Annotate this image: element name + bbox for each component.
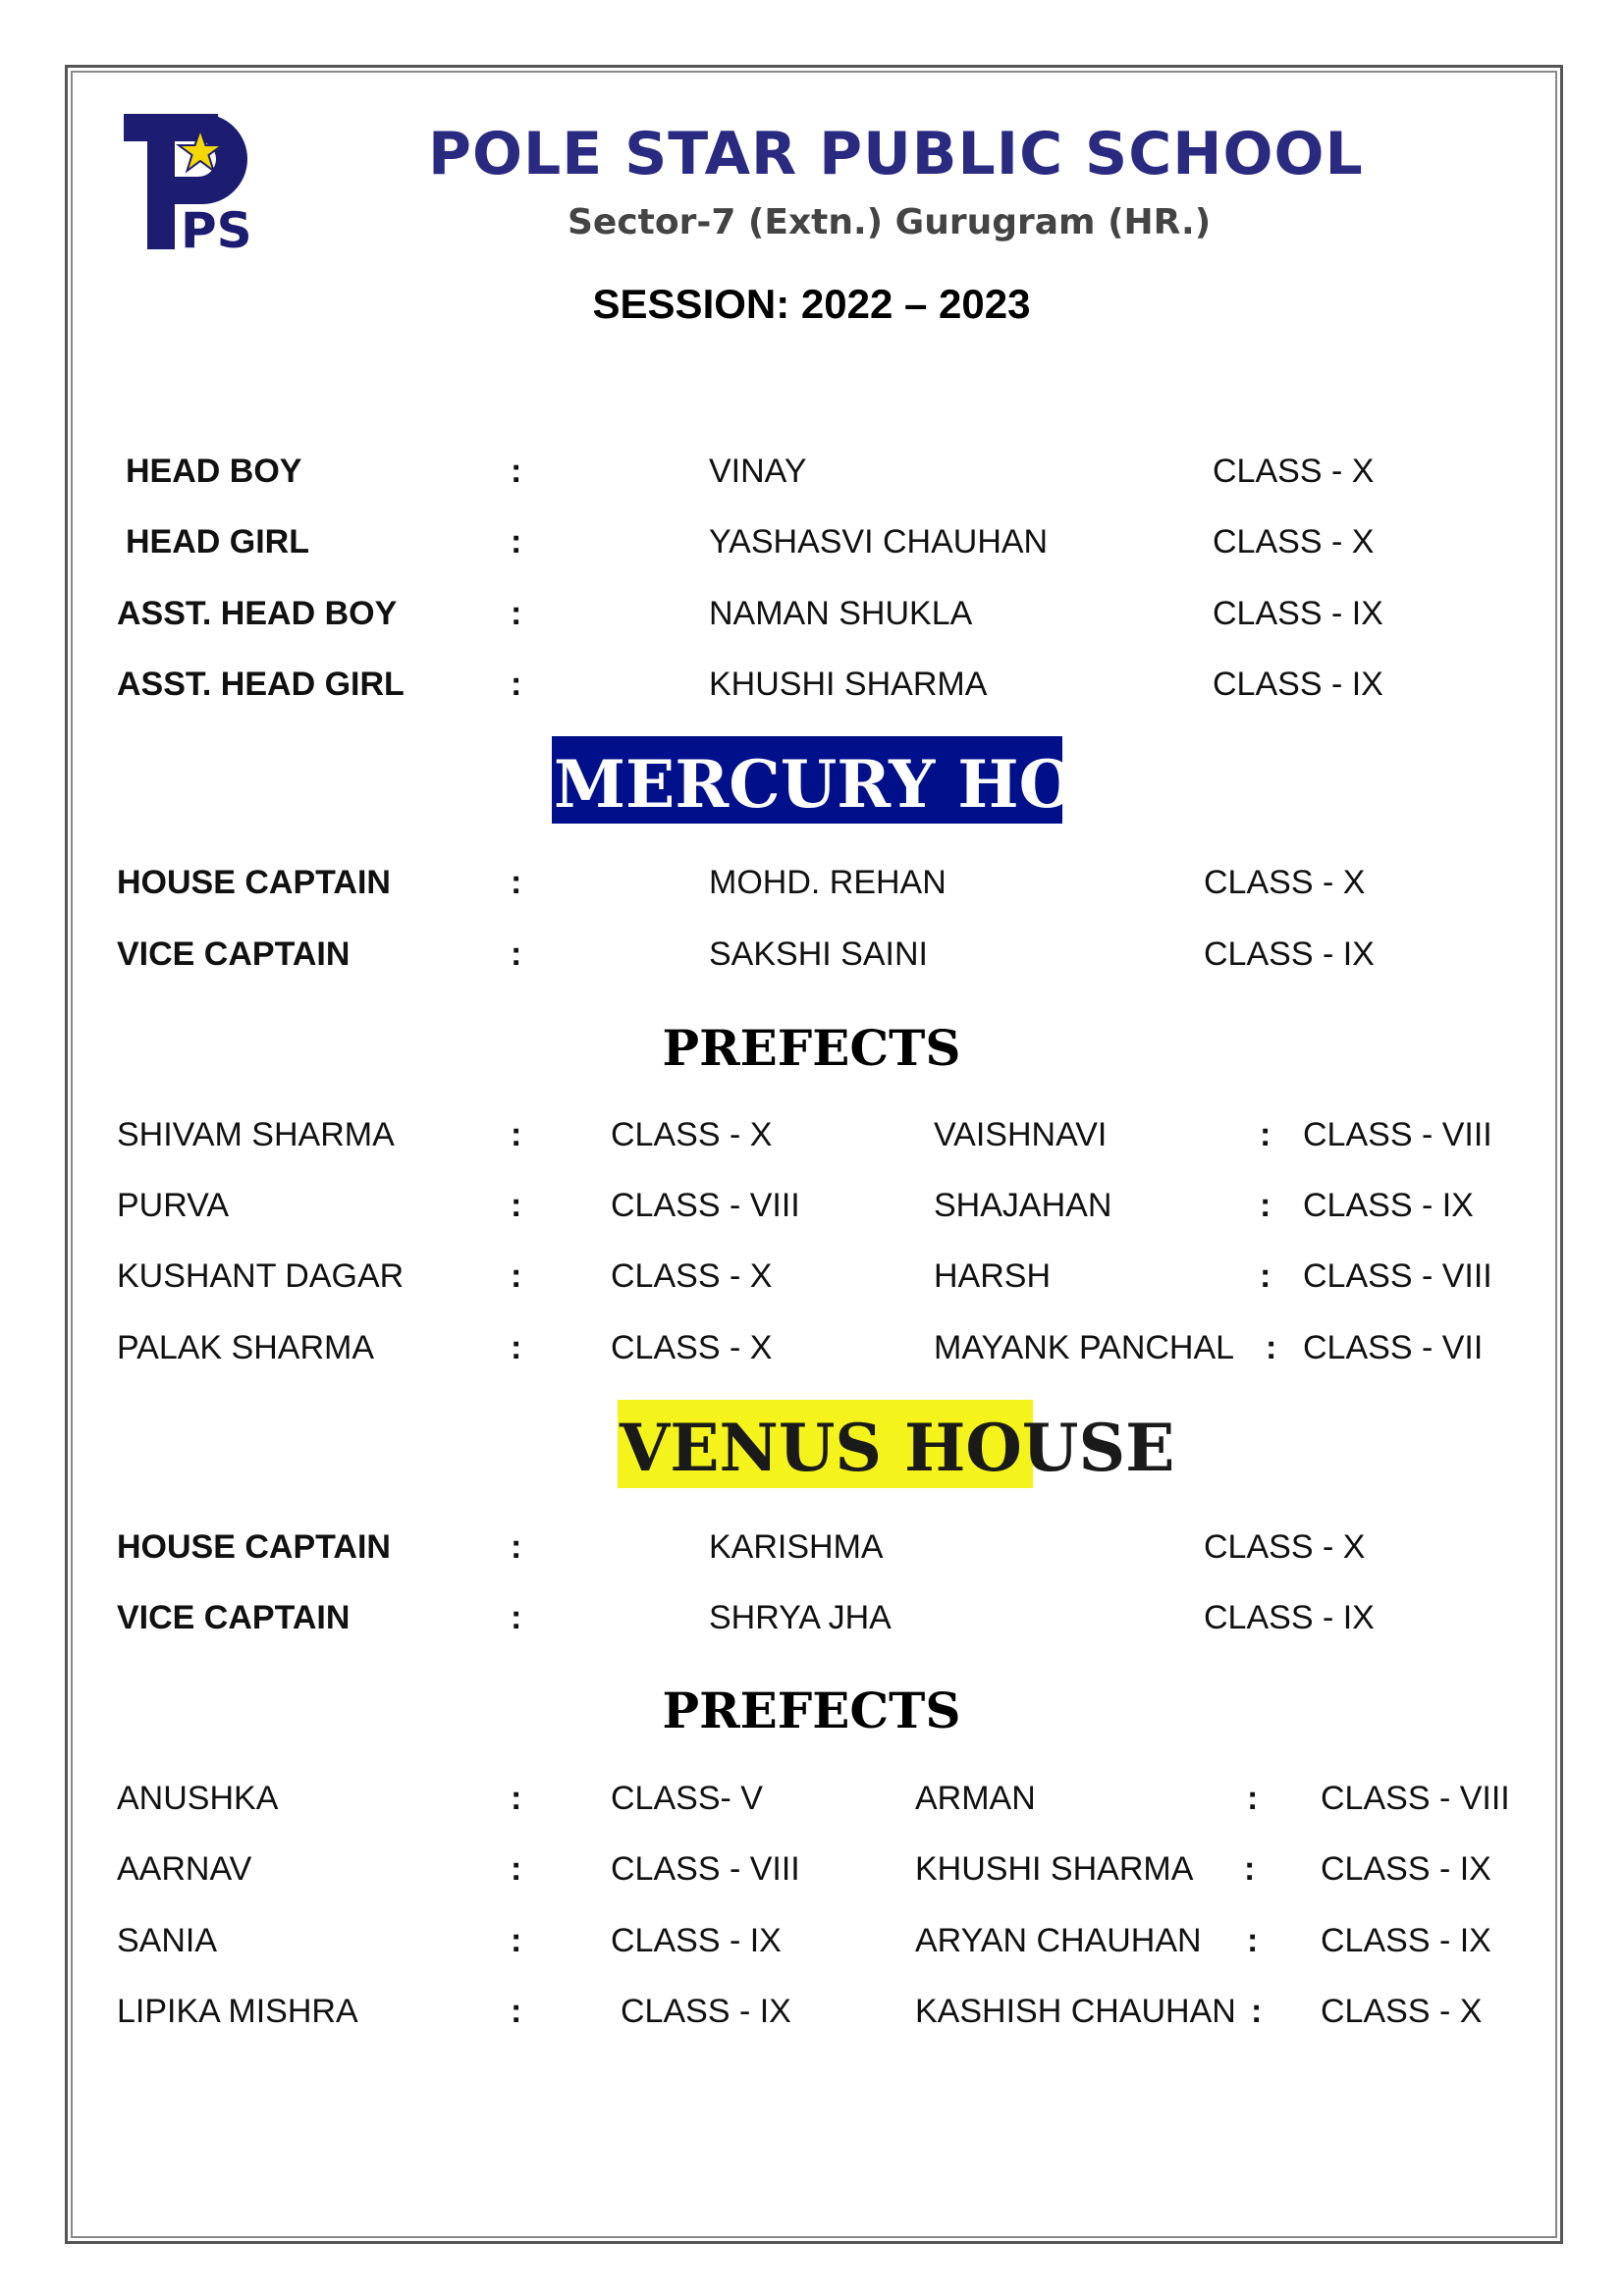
prefect-name: KASHISH CHAUHAN <box>915 1993 1236 2030</box>
prefect-class: CLASS- V <box>611 1780 763 1817</box>
prefect-name: ARYAN CHAUHAN <box>915 1922 1202 1959</box>
council-name: NAMAN SHUKLA <box>709 595 973 632</box>
prefect-class: CLASS - IX <box>1321 1850 1491 1888</box>
page-border-inner <box>71 71 1557 2238</box>
venus-house-banner: VENUS HOUSE <box>618 1400 1033 1488</box>
prefect-separator: : <box>511 1257 522 1295</box>
council-role: ASST. HEAD BOY <box>117 595 398 632</box>
school-logo <box>120 110 257 259</box>
captain-name: MOHD. REHAN <box>709 864 947 901</box>
council-name: VINAY <box>709 453 807 490</box>
captain-class: CLASS - X <box>1204 864 1366 901</box>
captain-role: HOUSE CAPTAIN <box>117 1528 391 1566</box>
prefect-name: SANIA <box>117 1922 218 1959</box>
prefect-separator: : <box>1260 1257 1271 1295</box>
prefect-separator: : <box>511 1993 522 2030</box>
prefect-separator: : <box>1266 1329 1277 1366</box>
captain-name: SHRYA JHA <box>709 1599 892 1636</box>
council-name: YASHASVI CHAUHAN <box>709 523 1049 561</box>
mercury-prefects-heading: PREFECTS <box>662 1019 961 1077</box>
prefect-name: SHIVAM SHARMA <box>117 1116 395 1153</box>
prefect-class: CLASS - X <box>611 1116 773 1153</box>
prefect-class: CLASS - VII <box>1303 1329 1484 1366</box>
prefect-name: ANUSHKA <box>117 1780 279 1817</box>
council-name: KHUSHI SHARMA <box>709 666 988 703</box>
prefect-class: CLASS - X <box>1321 1993 1483 2030</box>
prefect-separator: : <box>1247 1780 1259 1817</box>
captain-role: HOUSE CAPTAIN <box>117 864 391 901</box>
prefect-name: KUSHANT DAGAR <box>117 1257 405 1295</box>
prefect-name: MAYANK PANCHAL <box>934 1329 1235 1366</box>
prefect-separator: : <box>511 1780 522 1817</box>
captain-separator: : <box>511 1599 522 1636</box>
captain-class: CLASS - IX <box>1204 1599 1375 1636</box>
captain-name: KARISHMA <box>709 1528 884 1566</box>
prefect-separator: : <box>511 1187 522 1224</box>
prefect-name: SHAJAHAN <box>934 1187 1112 1224</box>
council-separator: : <box>511 595 522 632</box>
prefect-class: CLASS - IX <box>621 1993 791 2030</box>
prefect-separator: : <box>1260 1187 1271 1224</box>
prefect-class: CLASS - IX <box>611 1922 782 1959</box>
prefect-class: CLASS - IX <box>1321 1922 1491 1959</box>
prefect-name: PURVA <box>117 1187 230 1224</box>
school-name: POLE STAR PUBLIC SCHOOL <box>428 120 1364 188</box>
prefect-class: CLASS - VIII <box>1303 1257 1492 1295</box>
prefect-name: ARMAN <box>915 1780 1036 1817</box>
council-class: CLASS - X <box>1213 523 1375 561</box>
captain-class: CLASS - X <box>1204 1528 1366 1566</box>
prefect-class: CLASS - X <box>611 1329 773 1366</box>
prefect-class: CLASS - VIII <box>1321 1780 1510 1817</box>
prefect-class: CLASS - VIII <box>1303 1116 1492 1153</box>
prefect-separator: : <box>1247 1922 1259 1959</box>
prefect-separator: : <box>511 1329 522 1366</box>
council-role: HEAD GIRL <box>126 523 309 561</box>
captain-name: SAKSHI SAINI <box>709 935 928 973</box>
council-separator: : <box>511 453 522 490</box>
prefect-separator: : <box>1251 1993 1263 2030</box>
captain-separator: : <box>511 864 522 901</box>
prefect-separator: : <box>511 1922 522 1959</box>
prefect-separator: : <box>1260 1116 1271 1153</box>
prefect-name: LIPIKA MISHRA <box>117 1993 358 2030</box>
council-separator: : <box>511 666 522 703</box>
captain-class: CLASS - IX <box>1204 935 1375 973</box>
council-class: CLASS - X <box>1213 453 1375 490</box>
captain-role: VICE CAPTAIN <box>117 935 351 973</box>
council-class: CLASS - IX <box>1213 666 1383 703</box>
mercury-house-banner: MERCURY HOUSE <box>552 736 1062 824</box>
school-address: Sector-7 (Extn.) Gurugram (HR.) <box>568 202 1212 242</box>
prefect-separator: : <box>511 1850 522 1888</box>
prefect-separator: : <box>1244 1850 1256 1888</box>
prefect-name: HARSH <box>934 1257 1052 1295</box>
prefect-class: CLASS - VIII <box>611 1850 800 1888</box>
council-role: HEAD BOY <box>126 453 302 490</box>
captain-role: VICE CAPTAIN <box>117 1599 351 1636</box>
council-separator: : <box>511 523 522 561</box>
prefect-class: CLASS - IX <box>1303 1187 1474 1224</box>
prefect-name: VAISHNAVI <box>934 1116 1108 1153</box>
prefect-name: AARNAV <box>117 1850 252 1888</box>
council-class: CLASS - IX <box>1213 595 1383 632</box>
council-role: ASST. HEAD GIRL <box>117 666 405 703</box>
prefect-separator: : <box>511 1116 522 1153</box>
prefect-name: KHUSHI SHARMA <box>915 1850 1194 1888</box>
prefect-name: PALAK SHARMA <box>117 1329 375 1366</box>
prefect-class: CLASS - VIII <box>611 1187 800 1224</box>
prefect-class: CLASS - X <box>611 1257 773 1295</box>
logo-text: PS <box>181 202 252 259</box>
captain-separator: : <box>511 1528 522 1566</box>
venus-prefects-heading: PREFECTS <box>662 1682 961 1739</box>
session-heading: SESSION: 2022 – 2023 <box>592 281 1031 327</box>
captain-separator: : <box>511 935 522 973</box>
